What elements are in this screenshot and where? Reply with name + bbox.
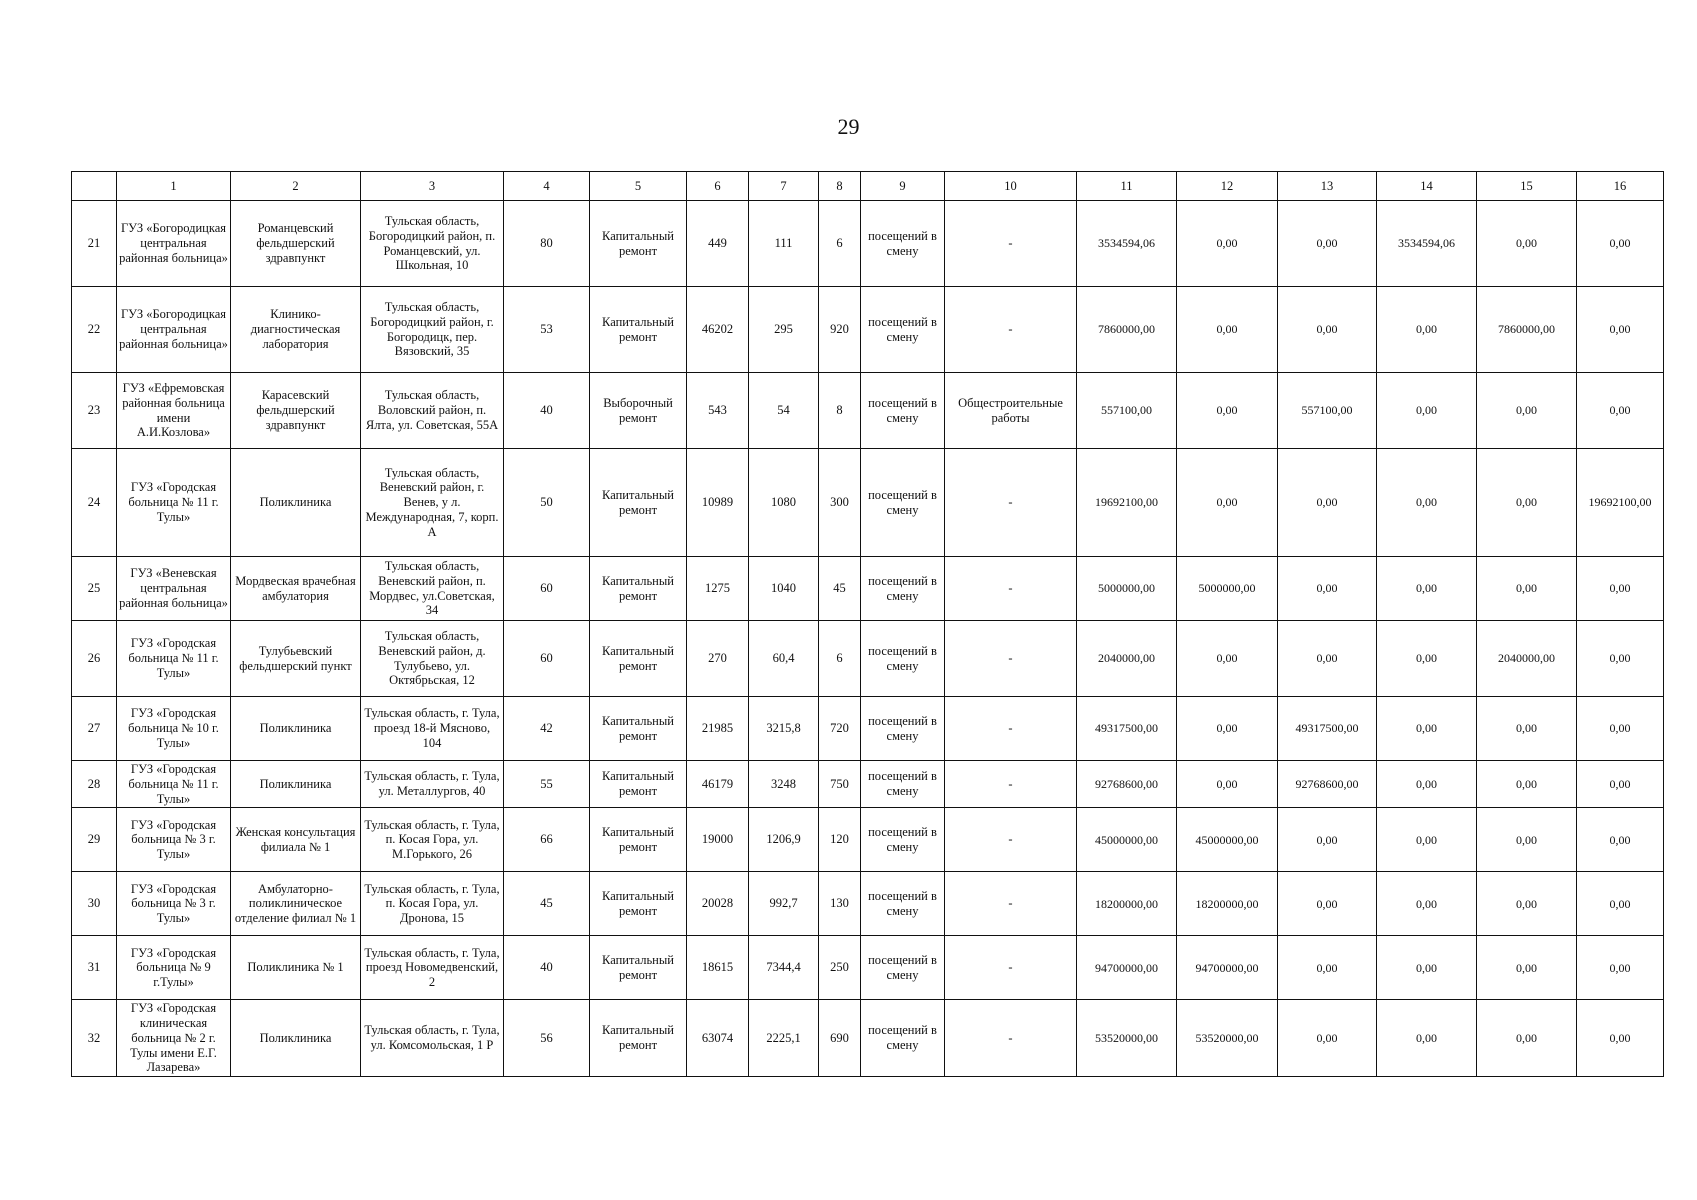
header-cell: 2	[231, 172, 361, 201]
table-cell: 0,00	[1577, 936, 1664, 1000]
table-cell: 45	[504, 872, 590, 936]
table-cell: 0,00	[1477, 557, 1577, 621]
table-cell: 0,00	[1278, 449, 1377, 557]
table-cell: Тульская область, г. Тула, проезд 18-й Мясново, 104	[361, 697, 504, 761]
table-cell: ГУЗ «Ефремовская районная больница имени А.И.Козлова»	[117, 373, 231, 449]
table-cell: -	[945, 621, 1077, 697]
header-cell: 16	[1577, 172, 1664, 201]
table-cell: 0,00	[1577, 287, 1664, 373]
table-cell: 3534594,06	[1377, 201, 1477, 287]
table-cell: 0,00	[1477, 697, 1577, 761]
table-cell: ГУЗ «Веневская центральная районная больница»	[117, 557, 231, 621]
table-cell: 46179	[687, 761, 749, 808]
table-cell: 0,00	[1278, 201, 1377, 287]
table-cell: 0,00	[1377, 557, 1477, 621]
table-cell: Тульская область, Богородицкий район, г. Богородицк, пер. Вязовский, 35	[361, 287, 504, 373]
table-cell: 0,00	[1577, 201, 1664, 287]
table-cell: 120	[819, 808, 861, 872]
table-cell: 49317500,00	[1077, 697, 1177, 761]
table-cell: Капитальный ремонт	[590, 449, 687, 557]
table-cell: -	[945, 697, 1077, 761]
table-cell: Капитальный ремонт	[590, 287, 687, 373]
row-number-cell: 25	[72, 557, 117, 621]
table-row	[72, 287, 1664, 373]
table-cell: 295	[749, 287, 819, 373]
table-cell: 0,00	[1577, 557, 1664, 621]
table-cell: 54	[749, 373, 819, 449]
table-cell: 2040000,00	[1477, 621, 1577, 697]
table-cell: Тульская область, г. Тула, п. Косая Гора, ул. Дронова, 15	[361, 872, 504, 936]
table-cell: 920	[819, 287, 861, 373]
table-cell: 60,4	[749, 621, 819, 697]
table-cell: ГУЗ «Городская больница № 9 г.Тулы»	[117, 936, 231, 1000]
table-cell: 0,00	[1177, 697, 1278, 761]
header-cell: 5	[590, 172, 687, 201]
table-cell: посещений в смену	[861, 449, 945, 557]
table-cell: 0,00	[1377, 872, 1477, 936]
header-cell: 3	[361, 172, 504, 201]
table-cell: 0,00	[1278, 621, 1377, 697]
table-cell: 0,00	[1477, 201, 1577, 287]
table-cell: 94700000,00	[1177, 936, 1278, 1000]
table-cell: Женская консультация филиала № 1	[231, 808, 361, 872]
table-cell: 40	[504, 373, 590, 449]
table-cell: 0,00	[1177, 287, 1278, 373]
table-cell: 0,00	[1278, 872, 1377, 936]
table-cell: 130	[819, 872, 861, 936]
table-cell: 60	[504, 621, 590, 697]
table-cell: Капитальный ремонт	[590, 697, 687, 761]
table-cell: 18200000,00	[1077, 872, 1177, 936]
table-cell: 49317500,00	[1278, 697, 1377, 761]
table-cell: 5000000,00	[1177, 557, 1278, 621]
table-cell: Тулубьевский фельдшерский пункт	[231, 621, 361, 697]
table-cell: Поликлиника	[231, 1000, 361, 1077]
table-cell: 0,00	[1477, 1000, 1577, 1077]
table-cell: Поликлиника № 1	[231, 936, 361, 1000]
table-cell: Капитальный ремонт	[590, 872, 687, 936]
table-cell: 0,00	[1477, 936, 1577, 1000]
table-cell: Капитальный ремонт	[590, 1000, 687, 1077]
table-cell: Тульская область, Богородицкий район, п. Романцевский, ул. Школьная, 10	[361, 201, 504, 287]
table-cell: 0,00	[1278, 557, 1377, 621]
table-cell: 21985	[687, 697, 749, 761]
table-cell: 557100,00	[1077, 373, 1177, 449]
table-cell: 0,00	[1477, 808, 1577, 872]
row-number-cell: 24	[72, 449, 117, 557]
table-cell: Выборочный ремонт	[590, 373, 687, 449]
table-cell: 0,00	[1177, 621, 1278, 697]
table-cell: 0,00	[1177, 449, 1278, 557]
table-cell: 750	[819, 761, 861, 808]
table-cell: 1206,9	[749, 808, 819, 872]
table-cell: 7344,4	[749, 936, 819, 1000]
table-cell: 0,00	[1377, 373, 1477, 449]
table-cell: посещений в смену	[861, 1000, 945, 1077]
table-cell: 53520000,00	[1177, 1000, 1278, 1077]
table-cell: ГУЗ «Городская больница № 11 г. Тулы»	[117, 621, 231, 697]
row-number-cell: 32	[72, 1000, 117, 1077]
table-cell: 0,00	[1577, 808, 1664, 872]
table-cell: Тульская область, Воловский район, п. Ялта, ул. Советская, 55А	[361, 373, 504, 449]
table-cell: -	[945, 872, 1077, 936]
table-row	[72, 808, 1664, 872]
table-cell: 690	[819, 1000, 861, 1077]
row-number-cell: 26	[72, 621, 117, 697]
table-cell: 66	[504, 808, 590, 872]
table-cell: 449	[687, 201, 749, 287]
header-cell: 14	[1377, 172, 1477, 201]
data-table	[71, 171, 1664, 1077]
table-cell: 2040000,00	[1077, 621, 1177, 697]
header-cell: 15	[1477, 172, 1577, 201]
table-cell: 50	[504, 449, 590, 557]
table-cell: 1080	[749, 449, 819, 557]
table-cell: Тульская область, г. Тула, ул. Металлургов, 40	[361, 761, 504, 808]
table-cell: -	[945, 808, 1077, 872]
table-cell: 0,00	[1377, 1000, 1477, 1077]
table-cell: 45000000,00	[1177, 808, 1278, 872]
table-cell: ГУЗ «Городская больница № 11 г. Тулы»	[117, 449, 231, 557]
table-cell: Капитальный ремонт	[590, 808, 687, 872]
table-cell: Капитальный ремонт	[590, 201, 687, 287]
table-cell: 45000000,00	[1077, 808, 1177, 872]
header-row	[72, 172, 1664, 201]
row-number-cell: 22	[72, 287, 117, 373]
table-cell: 53520000,00	[1077, 1000, 1177, 1077]
table-cell: 18200000,00	[1177, 872, 1278, 936]
row-number-cell: 21	[72, 201, 117, 287]
table-cell: Тульская область, г. Тула, проезд Новомедвенский, 2	[361, 936, 504, 1000]
table-cell: 63074	[687, 1000, 749, 1077]
table-cell: 60	[504, 557, 590, 621]
table-cell: Тульская область, г. Тула, ул. Комсомольская, 1 Р	[361, 1000, 504, 1077]
table-cell: 0,00	[1477, 449, 1577, 557]
table-cell: 3215,8	[749, 697, 819, 761]
table-cell: 8	[819, 373, 861, 449]
table-cell: -	[945, 936, 1077, 1000]
table-cell: 0,00	[1278, 1000, 1377, 1077]
table-cell: 250	[819, 936, 861, 1000]
table-cell: -	[945, 449, 1077, 557]
table-cell: Клинико-диагностическая лаборатория	[231, 287, 361, 373]
table-cell: Тульская область, г. Тула, п. Косая Гора, ул. М.Горького, 26	[361, 808, 504, 872]
table-cell: 300	[819, 449, 861, 557]
table-cell: 992,7	[749, 872, 819, 936]
table-cell: 18615	[687, 936, 749, 1000]
table-cell: ГУЗ «Городская больница № 10 г. Тулы»	[117, 697, 231, 761]
table-cell: ГУЗ «Городская больница № 11 г. Тулы»	[117, 761, 231, 808]
table-cell: 3248	[749, 761, 819, 808]
row-number-cell: 30	[72, 872, 117, 936]
table-cell: 6	[819, 621, 861, 697]
table-cell: 0,00	[1377, 761, 1477, 808]
table-cell: 0,00	[1577, 761, 1664, 808]
table-cell: 0,00	[1177, 201, 1278, 287]
table-cell: -	[945, 287, 1077, 373]
header-cell: 8	[819, 172, 861, 201]
table-cell: 0,00	[1278, 808, 1377, 872]
table-cell: Общестроительные работы	[945, 373, 1077, 449]
table-row	[72, 697, 1664, 761]
table-cell: 7860000,00	[1477, 287, 1577, 373]
table-cell: -	[945, 201, 1077, 287]
table-cell: 0,00	[1577, 373, 1664, 449]
table-cell: 20028	[687, 872, 749, 936]
table-cell: 557100,00	[1278, 373, 1377, 449]
table-row	[72, 936, 1664, 1000]
table-cell: 0,00	[1577, 872, 1664, 936]
header-cell: 10	[945, 172, 1077, 201]
table-cell: посещений в смену	[861, 557, 945, 621]
table-cell: Капитальный ремонт	[590, 557, 687, 621]
table-cell: 1040	[749, 557, 819, 621]
header-cell: 11	[1077, 172, 1177, 201]
table-cell: Поликлиника	[231, 697, 361, 761]
table-cell: Амбулаторно-поликлиническое отделение филиал № 1	[231, 872, 361, 936]
table-cell: 0,00	[1377, 287, 1477, 373]
row-number-cell: 23	[72, 373, 117, 449]
table-cell: посещений в смену	[861, 373, 945, 449]
table-cell: 40	[504, 936, 590, 1000]
table-cell: Тульская область, Веневский район, г. Венев, у л. Международная, 7, корп. А	[361, 449, 504, 557]
table-cell: Капитальный ремонт	[590, 621, 687, 697]
table-body	[72, 201, 1664, 1077]
table-cell: Романцевский фельдшерский здравпункт	[231, 201, 361, 287]
row-number-cell: 27	[72, 697, 117, 761]
table-cell: Тульская область, Веневский район, п. Мордвес, ул.Советская, 34	[361, 557, 504, 621]
table-cell: ГУЗ «Богородицкая центральная районная больница»	[117, 287, 231, 373]
table-cell: 0,00	[1577, 621, 1664, 697]
table-cell: посещений в смену	[861, 287, 945, 373]
table-cell: 0,00	[1377, 936, 1477, 1000]
header-cell: 7	[749, 172, 819, 201]
table-cell: 0,00	[1177, 373, 1278, 449]
table-cell: Капитальный ремонт	[590, 761, 687, 808]
table-cell: 3534594,06	[1077, 201, 1177, 287]
table-cell: 19000	[687, 808, 749, 872]
table-cell: 19692100,00	[1077, 449, 1177, 557]
table-cell: -	[945, 1000, 1077, 1077]
table-cell: ГУЗ «Городская клиническая больница № 2 г. Тулы имени Е.Г. Лазарева»	[117, 1000, 231, 1077]
table-cell: 0,00	[1577, 1000, 1664, 1077]
table-cell: посещений в смену	[861, 872, 945, 936]
header-empty	[72, 172, 117, 201]
table-cell: 0,00	[1377, 449, 1477, 557]
table-cell: ГУЗ «Городская больница № 3 г. Тулы»	[117, 808, 231, 872]
table-cell: 543	[687, 373, 749, 449]
header-cell: 1	[117, 172, 231, 201]
table-cell: посещений в смену	[861, 201, 945, 287]
row-number-cell: 29	[72, 808, 117, 872]
table-cell: 0,00	[1177, 761, 1278, 808]
header-cell: 6	[687, 172, 749, 201]
table-cell: Поликлиника	[231, 761, 361, 808]
table-cell: 19692100,00	[1577, 449, 1664, 557]
table-cell: 0,00	[1477, 872, 1577, 936]
table-cell: -	[945, 557, 1077, 621]
table-row	[72, 1000, 1664, 1077]
table-cell: 46202	[687, 287, 749, 373]
table-cell: 56	[504, 1000, 590, 1077]
table-row	[72, 557, 1664, 621]
table-cell: 0,00	[1377, 808, 1477, 872]
table-cell: Тульская область, Веневский район, д. Тулубьево, ул. Октябрьская, 12	[361, 621, 504, 697]
table-cell: 92768600,00	[1077, 761, 1177, 808]
table-cell: 94700000,00	[1077, 936, 1177, 1000]
table-cell: 92768600,00	[1278, 761, 1377, 808]
table-cell: 55	[504, 761, 590, 808]
header-cell: 4	[504, 172, 590, 201]
table-row	[72, 761, 1664, 808]
table-cell: 0,00	[1278, 936, 1377, 1000]
table-cell: Карасевский фельдшерский здравпункт	[231, 373, 361, 449]
table-cell: 6	[819, 201, 861, 287]
table-cell: 5000000,00	[1077, 557, 1177, 621]
table-cell: 0,00	[1577, 697, 1664, 761]
table-cell: ГУЗ «Городская больница № 3 г. Тулы»	[117, 872, 231, 936]
header-cell: 12	[1177, 172, 1278, 201]
table-cell: 45	[819, 557, 861, 621]
header-cell: 9	[861, 172, 945, 201]
table-cell: 270	[687, 621, 749, 697]
table-cell: Поликлиника	[231, 449, 361, 557]
table-cell: Капитальный ремонт	[590, 936, 687, 1000]
table-cell: посещений в смену	[861, 697, 945, 761]
table-cell: 1275	[687, 557, 749, 621]
table-cell: 10989	[687, 449, 749, 557]
table-row	[72, 373, 1664, 449]
table-cell: -	[945, 761, 1077, 808]
table-cell: ГУЗ «Богородицкая центральная районная больница»	[117, 201, 231, 287]
table-cell: посещений в смену	[861, 621, 945, 697]
table-cell: 7860000,00	[1077, 287, 1177, 373]
table-cell: 720	[819, 697, 861, 761]
table-cell: 53	[504, 287, 590, 373]
header-cell: 13	[1278, 172, 1377, 201]
table-row	[72, 201, 1664, 287]
table-cell: посещений в смену	[861, 936, 945, 1000]
table-cell: 0,00	[1377, 697, 1477, 761]
row-number-cell: 31	[72, 936, 117, 1000]
table-cell: 80	[504, 201, 590, 287]
table-cell: 0,00	[1477, 373, 1577, 449]
table-cell: 0,00	[1477, 761, 1577, 808]
table-row	[72, 872, 1664, 936]
row-number-cell: 28	[72, 761, 117, 808]
table-cell: посещений в смену	[861, 761, 945, 808]
table-cell: посещений в смену	[861, 808, 945, 872]
table-cell: 2225,1	[749, 1000, 819, 1077]
table-cell: 0,00	[1278, 287, 1377, 373]
page-number: 29	[837, 114, 860, 139]
table-cell: 42	[504, 697, 590, 761]
table-cell: 0,00	[1377, 621, 1477, 697]
table-row	[72, 449, 1664, 557]
table-cell: Мордвеская врачебная амбулатория	[231, 557, 361, 621]
table-row	[72, 621, 1664, 697]
table-cell: 111	[749, 201, 819, 287]
